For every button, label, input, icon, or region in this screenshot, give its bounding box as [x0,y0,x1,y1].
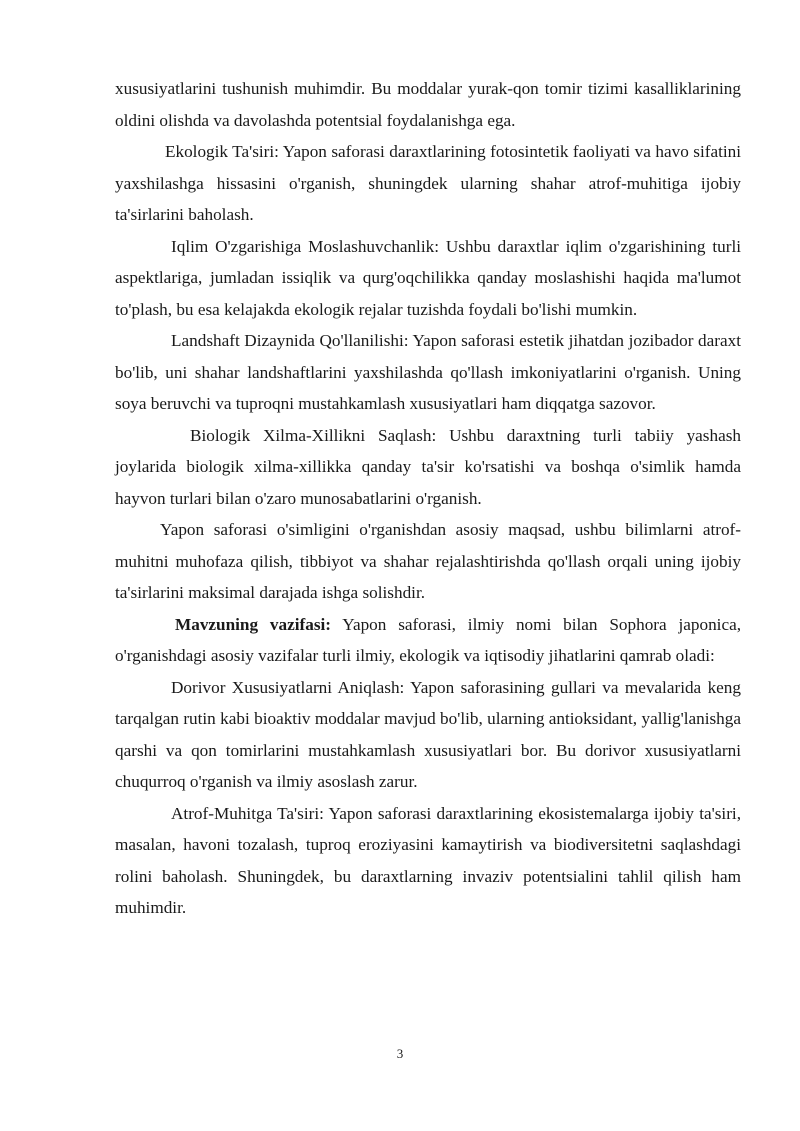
topic-tasks-heading: Mavzuning vazifasi: [175,614,332,634]
paragraph-landscape-design: Landshaft Dizaynida Qo'llanilishi: Yapon saforasi estetik jihatdan jozibador daraxt bo'lib, uni shahar landshaftlarini yaxshilashda qo'llash imkoniyatlarini o'rganish. Uning soya beruvchi va tuproqni mustahkamlash xususiyatlari ham diqqatga sazovor. [115,331,741,413]
paragraph-ecological-impact: Ekologik Ta'siri: Yapon saforasi daraxtlarining fotosintetik faoliyati va havo sifatini yaxshilashga hissasini o'rganish, shuningdek ularning shahar atrof-muhitiga ijobiy ta'sirlarini baholash. [115,142,741,224]
paragraph-biodiversity: Biologik Xilma-Xillikni Saqlash: Ushbu daraxtning turli tabiiy yashash joylarida biologik xilma-xillikka qanday ta'sir ko'rsatishi va boshqa o'simlik hamda hayvon turlari bilan o'zaro munosabatlarini o'rganish. [115,425,741,508]
paragraph-environmental-impact: Atrof-Muhitga Ta'siri: Yapon saforasi daraxtlarining ekosistemalarga ijobiy ta'siri, masalan, havoni tozalash, tuproq eroziyasini kamaytirish va biodiversitetni saqlashdagi rolini baholash. Shuningdek, bu daraxtlarning invaziv potentsialini tahlil qilish ham muhimdir. [115,803,741,917]
document-page [115,73,741,924]
paragraph-continuation: xususiyatlarini tushunish muhimdir. Bu moddalar yurak-qon tomir tizimi kasalliklarining oldini olishda va davolashda potentsial foydalanishga ega. [115,79,741,130]
paragraph-medicinal-properties: Dorivor Xususiyatlarni Aniqlash: Yapon saforasining gullari va mevalarida keng tarqalgan rutin kabi bioaktiv moddalar mavjud bo'lib, ularning antioksidant, yallig'lanishga qarshi va qon tomirlarini mustahkamlash xususiyatlari bor. Bu dorivor xususiyatlarni chuqurroq o'rganish va ilmiy asoslash zarur. [115,677,741,791]
paragraph-climate-adaptation: Iqlim O'zgarishiga Moslashuvchanlik: Ushbu daraxtlar iqlim o'zgarishining turli aspektlariga, jumladan issiqlik va qurg'oqchilikka qanday moslashishi haqida ma'lumot to'plash, bu esa kelajakda ekologik rejalar tuzishda foydali bo'lishi mumkin. [115,236,741,319]
topic-tasks-text: Yapon saforasi, ilmiy nomi bilan Sophora japonica, o'rganishdagi asosiy vazifalar turli ilmiy, ekologik va iqtisodiy jihatlarini qamrab oladi: [115,614,742,665]
page-number: 3 [396,1046,404,1061]
paragraph-topic-tasks [115,609,741,672]
paragraph-main-goal: Yapon saforasi o'simligini o'rganishdan asosiy maqsad, ushbu bilimlarni atrof-muhitni muhofaza qilish, tibbiyot va shahar rejalashtirishda qo'llash orqali uning ijobiy ta'sirlarini maksimal darajada ishga solishdir. [115,520,741,602]
